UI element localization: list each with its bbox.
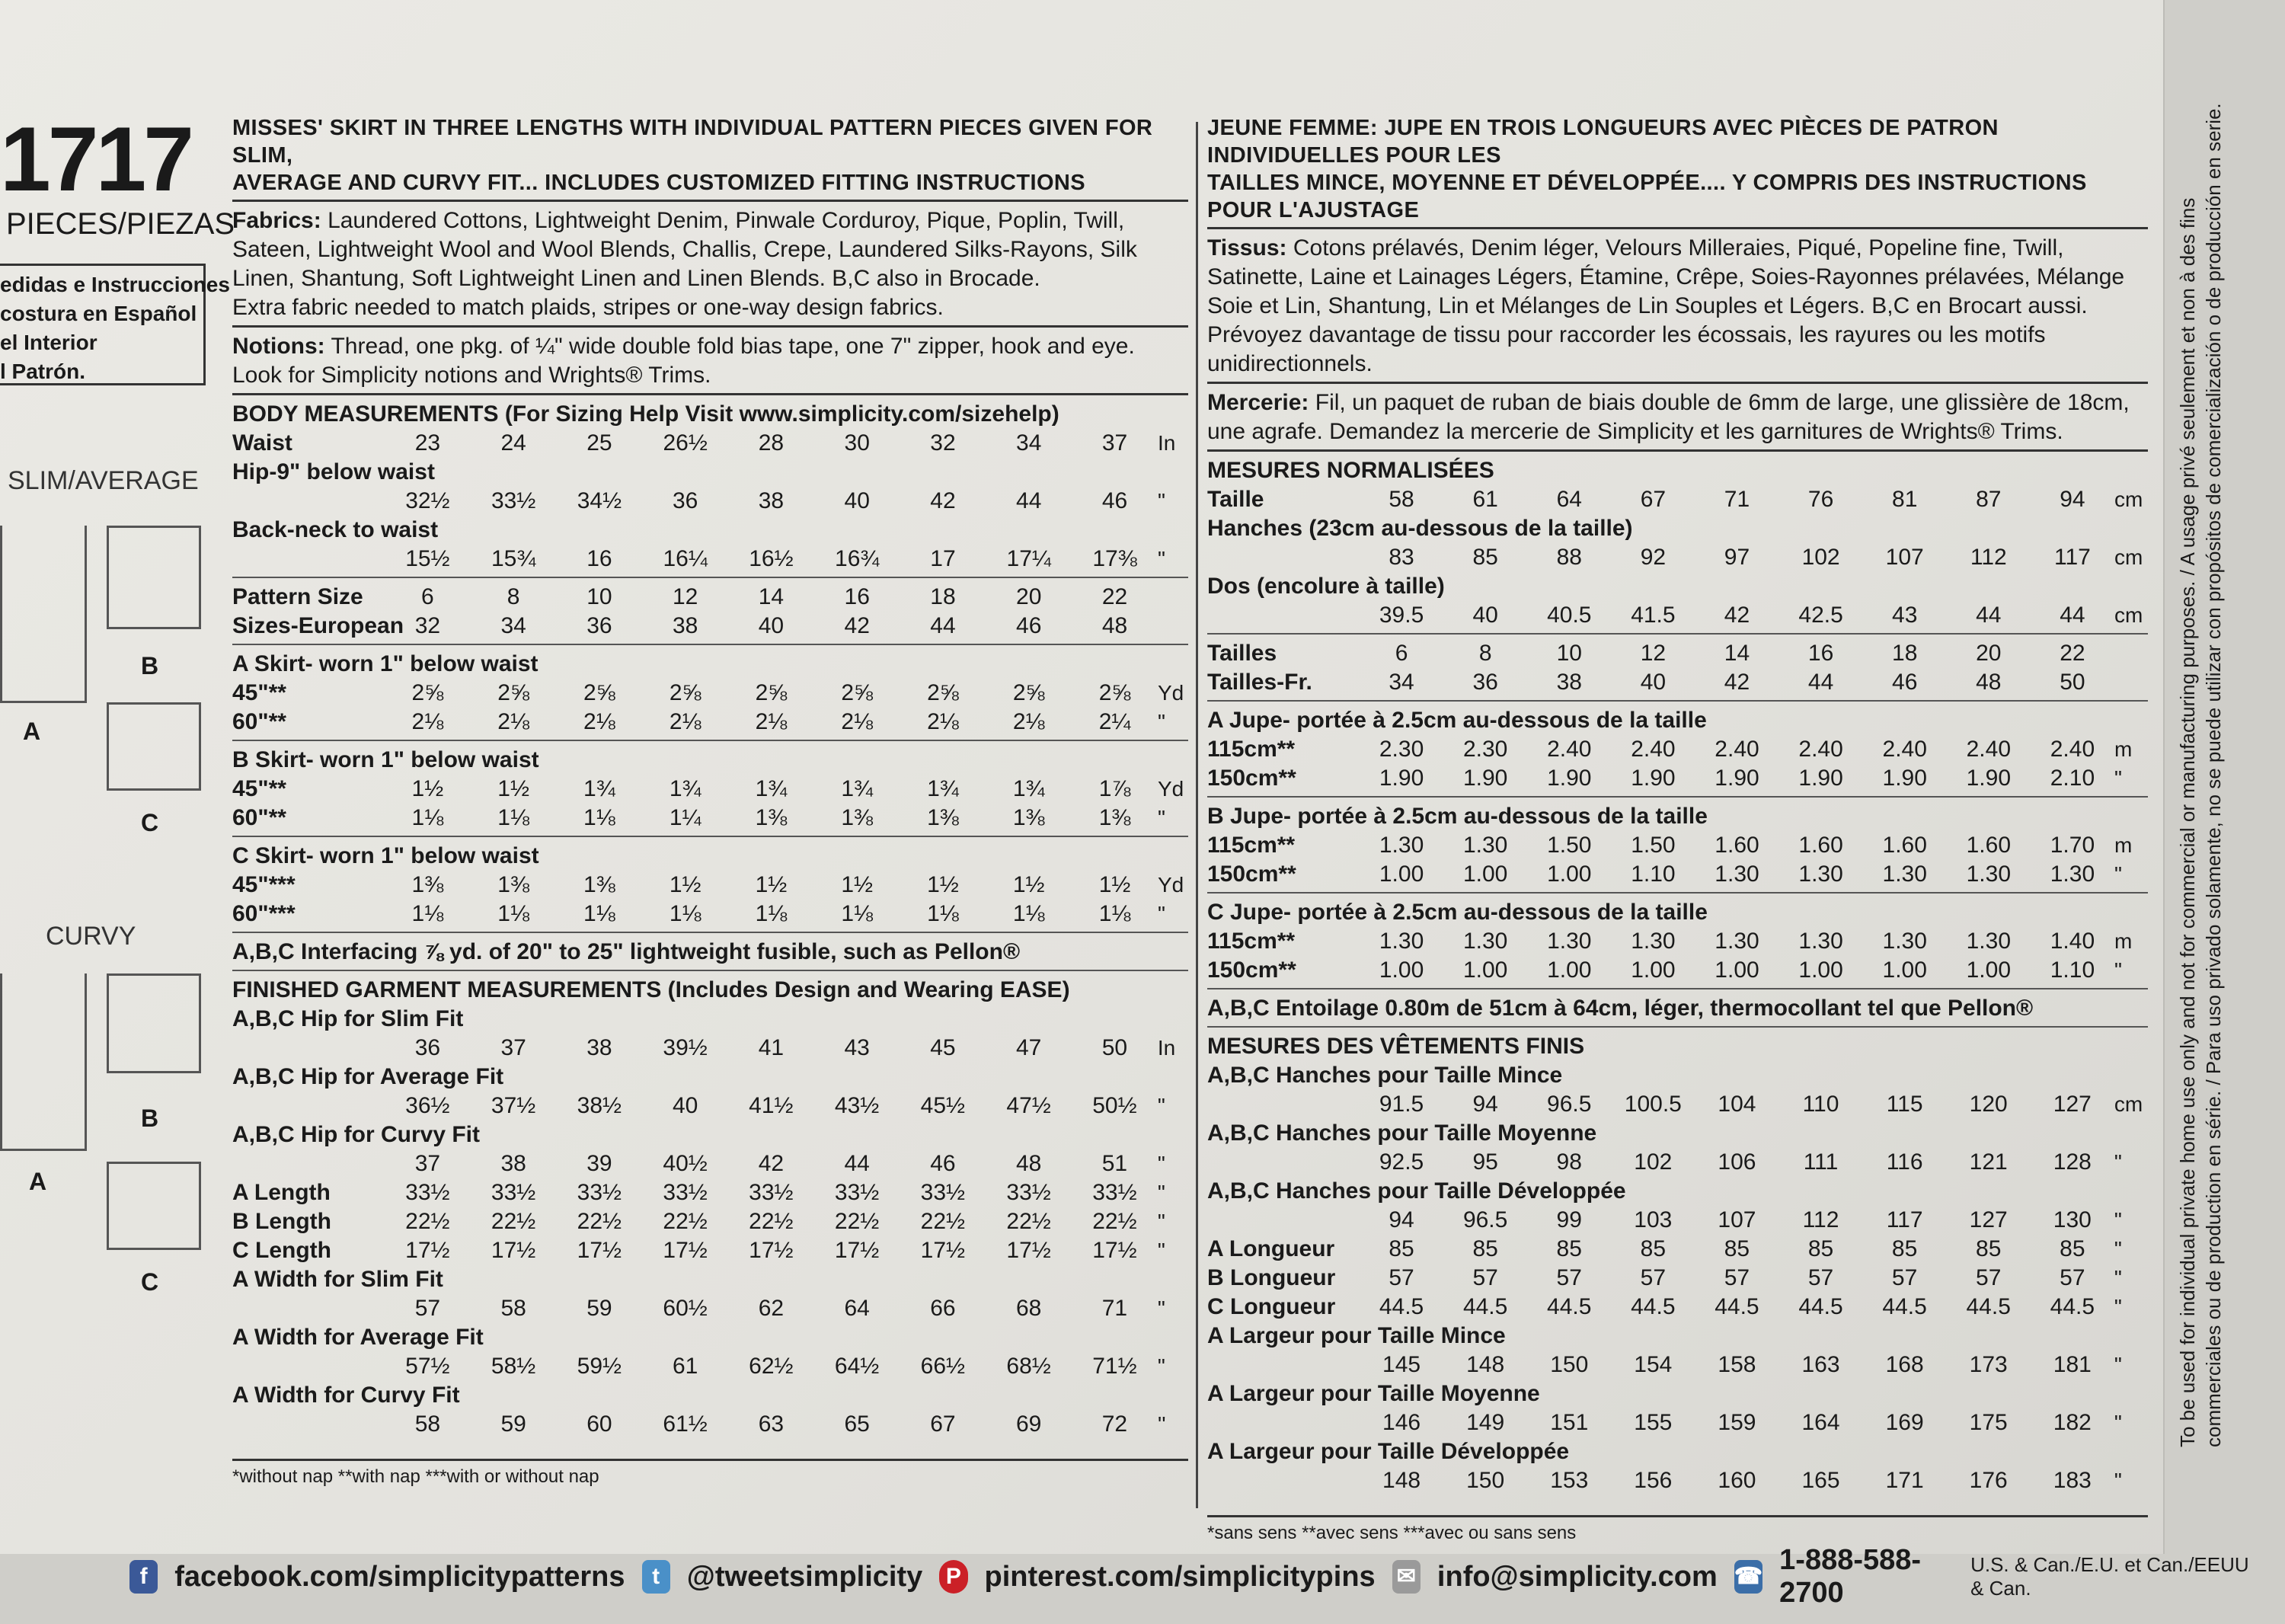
instr-line: l Patrón. <box>0 360 86 383</box>
divider <box>232 836 1188 837</box>
left-panel <box>0 0 235 1600</box>
divider <box>1207 227 2148 229</box>
table-row: Tailles-Fr. 34 36 38 40 42 44 46 48 50 <box>1207 670 2085 695</box>
en-a-skirt-heading: A Skirt- worn 1" below waist <box>232 651 538 676</box>
fr-tissus: Tissus: Cotons prélavés, Denim léger, Velours Milleraies, Piqué, Popeline fine, Twill, Satinette, Laine et Lainages Légers, Étamine, Crêpe, Soies-Rayonnes prélavées, Mélange Soie et Lin, Shantung, Lin et Mélanges de Lin Souples et Légers. B,C en Brocart aussi. Prévoyez davantage de tissu pour raccorder les écossais, les rayures ou les motifs unidirectionnels. <box>1207 235 2125 376</box>
table-row: A,B,C Hanches pour Taille Moyenne <box>1207 1120 1597 1146</box>
facebook-link[interactable]: facebook.com/simplicitypatterns <box>174 1560 625 1593</box>
curvy-label: CURVY <box>46 922 136 951</box>
table-row: Hanches (23cm au-dessous de la taille) <box>1207 516 1633 541</box>
en-interfacing: A,B,C Interfacing ⅞ yd. of 20" to 25" lightweight fusible, such as Pellon® <box>232 939 1021 964</box>
curvy-view-c-sketch <box>107 1162 201 1250</box>
table-row: Waist 23 24 25 26½ 28 30 32 34 37 In <box>232 430 1176 456</box>
table-row: Sizes-European 32 34 36 38 40 42 44 46 48 <box>232 613 1128 638</box>
en-notions: Notions: Thread, one pkg. of ¼" wide double fold bias tape, one 7" zipper, hook and eye. <box>232 334 1135 359</box>
pattern-number: 1717 <box>0 108 191 210</box>
table-row: Taille 58 61 64 67 71 76 81 87 94 cm <box>1207 487 2143 512</box>
curvy-view-a-sketch <box>0 973 87 1151</box>
table-row: 115cm** 1.30 1.30 1.50 1.50 1.60 1.60 1.60 1.60 1.70 m <box>1207 833 2133 858</box>
table-row: Dos (encolure à taille) <box>1207 574 1445 599</box>
table-row: 15½ 15¾ 16 16¼ 16½ 16¾ 17 17¼ 17⅜ " <box>405 546 1165 571</box>
view-c-label: C <box>141 809 159 836</box>
fr-b-metrage <box>1207 831 2148 889</box>
table-row: A Width for Curvy Fit <box>232 1383 460 1408</box>
divider <box>232 325 1188 328</box>
table-row: 45"** 1½ 1½ 1¾ 1¾ 1¾ 1¾ 1¾ 1¾ 1⅞ Yd <box>232 776 1184 801</box>
fr-size-table <box>1207 639 2148 697</box>
pinterest-link[interactable]: pinterest.com/simplicitypins <box>984 1560 1376 1593</box>
view-b-label: B <box>141 652 159 679</box>
divider <box>1207 892 2148 894</box>
table-row: 145 148 150 154 158 163 168 173 181 " <box>1382 1352 2122 1377</box>
fr-title-line-2: TAILLES MINCE, MOYENNE ET DÉVELOPPÉE.... Y COMPRIS DES INSTRUCTIONS POUR L'AJUSTAGE <box>1207 171 2087 222</box>
divider <box>1207 1515 2148 1517</box>
fr-body-table <box>1207 485 2148 630</box>
instr-line: costura en Español <box>0 302 197 325</box>
divider <box>1207 700 2148 702</box>
fr-b-jupe-heading: B Jupe- portée à 2.5cm au-dessous de la taille <box>1207 804 1708 829</box>
curvy-view-c-label: C <box>141 1268 159 1296</box>
table-row: 45"** 2⅝ 2⅝ 2⅝ 2⅝ 2⅝ 2⅝ 2⅝ 2⅝ 2⅝ Yd <box>232 680 1184 705</box>
en-c-yardage <box>232 871 1188 929</box>
divider <box>232 740 1188 741</box>
table-row: A Width for Slim Fit <box>232 1267 443 1292</box>
fr-mesures-heading: MESURES NORMALISÉES <box>1207 458 1494 483</box>
table-row: 60"*** 1⅛ 1⅛ 1⅛ 1⅛ 1⅛ 1⅛ 1⅛ 1⅛ 1⅛ " <box>232 901 1165 926</box>
instr-line: el Interior <box>0 331 97 354</box>
english-column <box>232 114 1188 1488</box>
en-b-skirt-heading: B Skirt- worn 1" below waist <box>232 747 539 772</box>
table-row: 36½ 37½ 38½ 40 41½ 43½ 45½ 47½ 50½ " <box>405 1093 1165 1118</box>
usage-disclaimer: To be used for individual private home use only and not for commercial or manufacturing purposes. / A usage privé seulement et non à des fins commerciales ou de production en série. / Para uso privado solamente, no se puede utilizar con propósitos de comercialización o de producción en serie. <box>2176 103 2225 1447</box>
divider <box>1207 796 2148 798</box>
table-row: A Largeur pour Taille Développée <box>1207 1439 1570 1464</box>
fr-a-jupe-heading: A Jupe- portée à 2.5cm au-dessous de la taille <box>1207 708 1707 733</box>
fr-nap-notes: *sans sens **avec sens ***avec ou sans sens <box>1207 1523 1577 1543</box>
table-row: A,B,C Hanches pour Taille Développée <box>1207 1178 1626 1204</box>
table-row: A,B,C Hip for Average Fit <box>232 1064 504 1089</box>
table-row: 91.5 94 96.5 100.5 104 110 115 120 127 cm <box>1379 1092 2143 1117</box>
table-row: 150cm** 1.00 1.00 1.00 1.10 1.30 1.30 1.30 1.30 1.30 " <box>1207 862 2122 887</box>
french-column <box>1207 114 2148 1545</box>
contact-footer <box>129 1544 2262 1609</box>
curvy-view-a-label: A <box>29 1168 47 1195</box>
pieces-label: PIECES/PIEZAS <box>6 207 235 241</box>
fr-entoilage: A,B,C Entoilage 0.80m de 51cm à 64cm, léger, thermocollant tel que Pellon® <box>1207 996 2034 1021</box>
table-row: C Length 17½ 17½ 17½ 17½ 17½ 17½ 17½ 17½ 17½ " <box>232 1238 1165 1263</box>
table-row: A Width for Average Fit <box>232 1325 484 1350</box>
spanish-instructions-box <box>0 264 230 385</box>
phone-region: U.S. & Can./E.U. et Can./EEUU & Can. <box>1970 1553 2249 1600</box>
en-finished-table <box>232 1005 1188 1439</box>
view-c-sketch <box>107 702 201 791</box>
mail-icon: ✉ <box>1392 1560 1421 1594</box>
twitter-icon: t <box>642 1560 670 1594</box>
divider <box>1207 633 2148 635</box>
email-link[interactable]: info@simplicity.com <box>1437 1560 1718 1593</box>
table-row: Pattern Size 6 8 10 12 14 16 18 20 22 <box>232 584 1128 609</box>
divider <box>232 970 1188 971</box>
table-row: 60"** 1⅛ 1⅛ 1⅛ 1¼ 1⅜ 1⅜ 1⅜ 1⅜ 1⅜ " <box>232 805 1165 830</box>
view-a-label: A <box>23 718 41 745</box>
divider <box>1207 988 2148 989</box>
table-row: 60"** 2⅛ 2⅛ 2⅛ 2⅛ 2⅛ 2⅛ 2⅛ 2⅛ 2¼ " <box>232 709 1165 734</box>
table-row: 115cm** 2.30 2.30 2.40 2.40 2.40 2.40 2.40 2.40 2.40 m <box>1207 737 2133 762</box>
table-row: 115cm** 1.30 1.30 1.30 1.30 1.30 1.30 1.30 1.30 1.40 m <box>1207 929 2133 954</box>
fr-a-metrage <box>1207 735 2148 793</box>
en-body-table <box>232 429 1188 574</box>
table-row: A,B,C Hip for Slim Fit <box>232 1006 464 1031</box>
table-row: 39.5 40 40.5 41.5 42 42.5 43 44 44 cm <box>1379 603 2143 628</box>
table-row: 32½ 33½ 34½ 36 38 40 42 44 46 " <box>405 488 1165 513</box>
fr-c-jupe-heading: C Jupe- portée à 2.5cm au-dessous de la taille <box>1207 900 1708 925</box>
table-row: 83 85 88 92 97 102 107 112 117 cm <box>1389 545 2143 570</box>
fr-c-metrage <box>1207 927 2148 985</box>
en-finished-heading: FINISHED GARMENT MEASUREMENTS (Includes Design and Wearing EASE) <box>232 977 1070 1002</box>
divider <box>1207 382 2148 384</box>
table-row: 58 59 60 61½ 63 65 67 69 72 '' <box>414 1411 1166 1437</box>
phone-icon: ☎ <box>1734 1560 1762 1594</box>
table-row: B Longueur 57 57 57 57 57 57 57 57 57 " <box>1207 1265 2122 1290</box>
table-row: 57 58 59 60½ 62 64 66 68 71 " <box>414 1296 1165 1321</box>
en-fabrics: Fabrics: Laundered Cottons, Lightweight Denim, Pinwale Corduroy, Pique, Poplin, Twill, Sateen, Lightweight Wool and Wool Blends, Challis, Crepe, Laundered Silks-Rayons, Silk Linen, Shantung, Soft Lightweight Linen and Linen Blends. B,C also in Brocade. <box>232 208 1137 291</box>
table-row: A Largeur pour Taille Mince <box>1207 1323 1506 1348</box>
view-b-sketch <box>107 526 201 629</box>
en-fabrics-extra: Extra fabric needed to match plaids, stripes or one-way design fabrics. <box>232 295 944 320</box>
table-row: Hip-9" below waist <box>232 459 435 484</box>
table-row: 92.5 95 98 102 106 111 116 121 128 " <box>1379 1149 2122 1175</box>
divider <box>232 200 1188 202</box>
en-body-heading: BODY MEASUREMENTS (For Sizing Help Visit www.simplicity.com/sizehelp) <box>232 401 1059 427</box>
table-row: 94 96.5 99 103 107 112 117 127 130 " <box>1389 1207 2122 1232</box>
slim-average-label: SLIM/AVERAGE <box>8 466 199 495</box>
table-row: 45"*** 1⅜ 1⅜ 1⅜ 1½ 1½ 1½ 1½ 1½ 1½ Yd <box>232 872 1184 897</box>
en-title-line-1: MISSES' SKIRT IN THREE LENGTHS WITH INDIVIDUAL PATTERN PIECES GIVEN FOR SLIM, <box>232 116 1153 168</box>
table-row: Tailles 6 8 10 12 14 16 18 20 22 <box>1207 641 2085 666</box>
table-row: 150cm** 1.00 1.00 1.00 1.00 1.00 1.00 1.00 1.00 1.10 " <box>1207 957 2122 983</box>
twitter-link[interactable]: @tweetsimplicity <box>686 1560 923 1593</box>
table-row: 146 149 151 155 159 164 169 175 182 " <box>1382 1410 2122 1435</box>
fr-finis-table <box>1207 1061 2148 1495</box>
fr-mercerie: Mercerie: Fil, un paquet de ruban de biais double de 6mm de large, une glissière de 18cm, une agrafe. Demandez la mercerie de Simplicity et les garnitures de Wrights® Trims. <box>1207 390 2130 444</box>
curvy-view-b-label: B <box>141 1105 159 1132</box>
table-row: A,B,C Hip for Curvy Fit <box>232 1122 481 1147</box>
en-nap-notes: *without nap **with nap ***with or without nap <box>232 1466 599 1487</box>
table-row: 37 38 39 40½ 42 44 46 48 51 " <box>414 1151 1165 1176</box>
en-size-table <box>232 583 1188 641</box>
divider <box>1207 449 2148 452</box>
phone-number[interactable]: 1-888-588-2700 <box>1779 1544 1922 1609</box>
table-row: B Length 22½ 22½ 22½ 22½ 22½ 22½ 22½ 22½ 22½ " <box>232 1209 1165 1234</box>
fr-finis-heading: MESURES DES VÊTEMENTS FINIS <box>1207 1034 1585 1059</box>
divider <box>1207 1026 2148 1028</box>
table-row: 57½ 58½ 59½ 61 62½ 64½ 66½ 68½ 71½ " <box>405 1354 1165 1379</box>
table-row: 150cm** 1.90 1.90 1.90 1.90 1.90 1.90 1.90 1.90 2.10 " <box>1207 766 2122 791</box>
table-row: A Largeur pour Taille Moyenne <box>1207 1381 1540 1406</box>
en-b-yardage <box>232 775 1188 833</box>
table-row: A Length 33½ 33½ 33½ 33½ 33½ 33½ 33½ 33½ 33½ " <box>232 1180 1165 1205</box>
table-row: A Longueur 85 85 85 85 85 85 85 85 85 " <box>1207 1236 2122 1261</box>
facebook-icon: f <box>129 1560 158 1594</box>
table-row: C Longueur 44.5 44.5 44.5 44.5 44.5 44.5 44.5 44.5 44.5 " <box>1207 1294 2122 1319</box>
pinterest-icon: P <box>939 1560 967 1594</box>
divider <box>232 932 1188 933</box>
divider <box>232 644 1188 645</box>
table-row: Back-neck to waist <box>232 517 439 542</box>
en-title-line-2: AVERAGE AND CURVY FIT... INCLUDES CUSTOMIZED FITTING INSTRUCTIONS <box>232 171 1085 195</box>
table-row: A,B,C Hanches pour Taille Mince <box>1207 1063 1563 1088</box>
divider <box>232 577 1188 578</box>
column-divider <box>1196 122 1198 1508</box>
en-a-yardage <box>232 679 1188 737</box>
curvy-view-b-sketch <box>107 973 201 1073</box>
view-a-sketch <box>0 526 87 703</box>
en-notions-extra: Look for Simplicity notions and Wrights® Trims. <box>232 363 711 388</box>
instr-line: edidas e Instrucciones <box>0 273 230 296</box>
fr-title-line-1: JEUNE FEMME: JUPE EN TROIS LONGUEURS AVEC PIÈCES DE PATRON INDIVIDUELLES POUR LES <box>1207 116 1999 168</box>
table-row: 148 150 153 156 160 165 171 176 183 " <box>1382 1468 2122 1493</box>
divider <box>232 393 1188 395</box>
divider <box>232 1459 1188 1461</box>
table-row: 36 37 38 39½ 41 43 45 47 50 In <box>414 1035 1176 1060</box>
en-c-skirt-heading: C Skirt- worn 1" below waist <box>232 843 539 868</box>
